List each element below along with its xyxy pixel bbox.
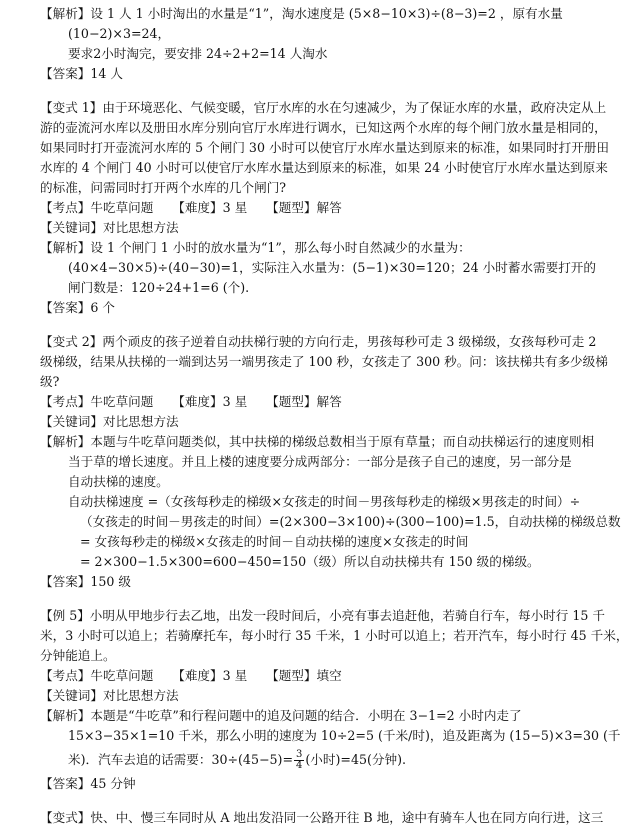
analysis-line: 【解析】设 1 个闸门 1 小时的放水量为“1”，那么每小时自然减少的水量为： — [40, 240, 471, 255]
answer-line: 【答案】14 人 — [40, 66, 123, 81]
analysis-line: 要求2小时淘完，要安排 24÷2+2=14 人淘水 — [68, 46, 328, 61]
analysis-line: 自动扶梯的速度。 — [68, 474, 169, 489]
analysis-line: = 2×300−1.5×300=600−450=150（级）所以自动扶梯共有 150 级的梯级。 — [80, 554, 540, 569]
question-line: 级? — [40, 374, 60, 389]
fraction-numerator: 3 — [296, 749, 303, 760]
analysis-line: 15×3−35×1=10 千米，那么小明的速度为 10÷2=5 (千米/时)，追及距离为 (15−5)×3=30 (千 — [68, 728, 621, 743]
meta-line: 【考点】牛吃草问题 【难度】3 星 【题型】填空 — [40, 668, 342, 683]
fraction — [294, 750, 304, 771]
answer-line: 【答案】6 个 — [40, 300, 115, 315]
question-line: 分钟能追上。 — [40, 648, 116, 663]
question-line: 【变式 2】两个顽皮的孩子逆着自动扶梯行驶的方向行走，男孩每秒可走 3 级梯级，女孩每秒可走 2 — [40, 334, 597, 349]
question-line: 的标准，问需同时打开两个水库的几个闸门? — [40, 180, 287, 195]
answer-line: 【答案】150 级 — [40, 574, 132, 589]
question-line: 米，3 小时可以追上；若骑摩托车，每小时行 35 千米，1 小时可以追上；若开汽车，每小时行 45 千米， — [40, 628, 629, 643]
analysis-line: 【解析】设 1 人 1 小时淘出的水量是“1”，淘水速度是 (5×8−10×3)÷(8−3)=2 ，原有水量 — [40, 6, 563, 21]
section-variant-3 — [40, 808, 624, 828]
spacer — [40, 84, 624, 98]
question-line: 级梯级，结果从扶梯的一端到达另一端男孩走了 100 秒，女孩走了 300 秒。问：该扶梯共有多少级梯 — [40, 354, 608, 369]
section-example-solution — [40, 4, 624, 84]
analysis-text: 米)．汽车去追的话需要：30÷(45−5)= — [68, 752, 293, 767]
keyword-line: 【关键词】对比思想方法 — [40, 688, 179, 703]
question-line: 【例 5】小明从甲地步行去乙地，出发一段时间后，小亮有事去追赶他，若骑自行车，每小时行 15 千 — [40, 608, 605, 623]
question-line: 【变式 1】由于环境恶化、气候变暖，官厅水库的水在匀速减少，为了保证水库的水量，政府决定从上 — [40, 100, 607, 115]
analysis-line: （女孩走的时间－男孩走的时间）=(2×300−3×100)÷(300−100)=1.5，自动扶梯的梯级总数 — [80, 514, 621, 529]
fraction-denominator: 4 — [296, 760, 303, 771]
analysis-line: 【解析】本题是“牛吃草”和行程问题中的追及问题的结合．小明在 3−1=2 小时内走了 — [40, 708, 522, 723]
spacer — [40, 794, 624, 808]
analysis-line: 【解析】本题与牛吃草问题类似，其中扶梯的梯级总数相当于原有草量；而自动扶梯运行的速度则相 — [40, 434, 595, 449]
question-line: 如果同时打开壶流河水库的 5 个闸门 30 小时可以使官厅水库水量达到原来的标准，如果同时打开册田 — [40, 140, 609, 155]
analysis-line: 自动扶梯速度 =（女孩每秒走的梯级×女孩走的时间－男孩每秒走的梯级×男孩走的时间）÷ — [68, 494, 581, 509]
meta-line: 【考点】牛吃草问题 【难度】3 星 【题型】解答 — [40, 200, 342, 215]
keyword-line: 【关键词】对比思想方法 — [40, 220, 179, 235]
analysis-line: (10−2)×3=24， — [68, 26, 171, 41]
section-example-5 — [40, 606, 629, 794]
section-variant-1 — [40, 98, 624, 318]
analysis-line: 闸门数是：120÷24+1=6 (个). — [68, 280, 250, 295]
spacer — [40, 318, 624, 332]
analysis-line: = 女孩每秒走的梯级×女孩走的时间－自动扶梯的速度×女孩走的时间 — [80, 534, 469, 549]
analysis-line: (40×4−30×5)÷(40−30)=1，实际注入水量为：(5−1)×30=120；24 小时蓄水需要打开的 — [68, 260, 596, 275]
question-line: 【变式】快、中、慢三车同时从 A 地出发沿同一公路开往 B 地，途中有骑车人也在同方向行进，这三 — [40, 810, 604, 825]
answer-line: 【答案】45 分钟 — [40, 776, 136, 791]
analysis-line: 当于草的增长速度。并且上楼的速度要分成两部分：一部分是孩子自己的速度，另一部分是 — [68, 454, 572, 469]
spacer — [40, 592, 624, 606]
question-line: 游的壶流河水库以及册田水库分别向官厅水库进行调水，已知这两个水库的每个闸门放水量是相同的， — [40, 120, 607, 135]
section-variant-2 — [40, 332, 624, 592]
meta-line: 【考点】牛吃草问题 【难度】3 星 【题型】解答 — [40, 394, 342, 409]
question-line: 水库的 4 个闸门 40 小时可以使官厅水库水量达到原来的标准，如果 24 小时使官厅水库水量达到原来 — [40, 160, 608, 175]
keyword-line: 【关键词】对比思想方法 — [40, 414, 179, 429]
analysis-text: (小时)=45(分钟). — [305, 752, 406, 767]
